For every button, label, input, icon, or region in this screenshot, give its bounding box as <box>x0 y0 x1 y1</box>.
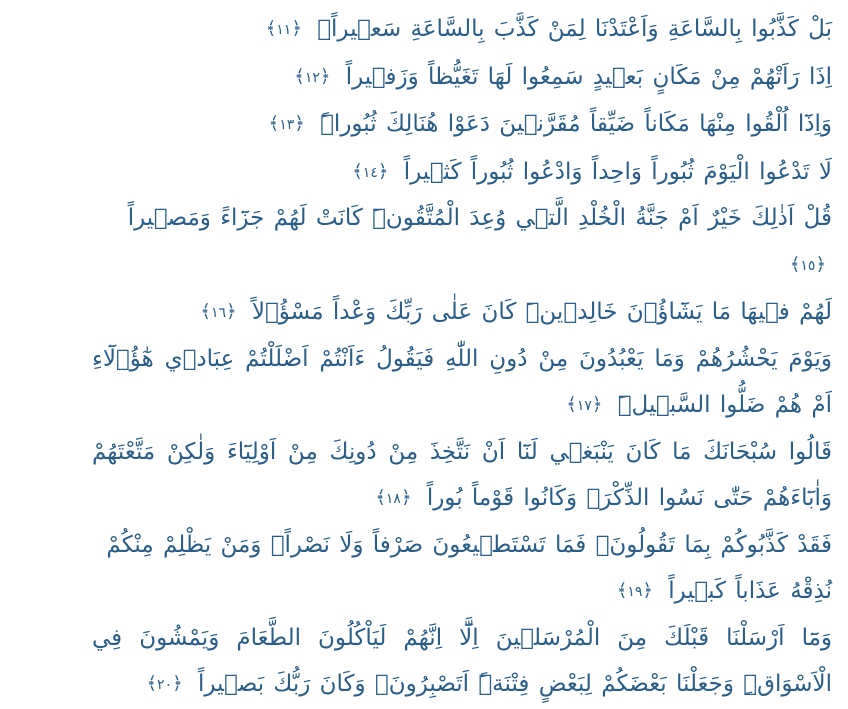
verse-text: لَهُمْ ف۪يهَا مَا يَشَٓاؤُ۫نَ خَالِد۪ينَۜ كَانَ عَلٰى رَبِّكَ وَعْداً مَسْؤُ۫لاً <box>251 299 832 325</box>
verse-number-marker: ﴿١١﴾ <box>265 18 302 39</box>
verse-13 <box>92 101 832 149</box>
verse-14 <box>92 149 832 197</box>
verse-text: قَالُوا سُبْحَانَكَ مَا كَانَ يَنْبَغ۪ي لَنَٓا اَنْ نَتَّخِذَ مِنْ دُونِكَ مِنْ اَوْلِيَٓاءَ وَلٰكِنْ مَتَّعْتَهُمْ وَاٰبَٓاءَهُمْ حَتّٰى نَسُوا الذِّكْرَۚ وَكَانُوا قَوْماً بُوراً <box>92 438 832 511</box>
verse-number-marker: ﴿٢٠﴾ <box>146 673 183 694</box>
verse-16 <box>92 289 832 337</box>
verse-text: لَا تَدْعُوا الْيَوْمَ ثُبُوراً وَاحِداً وَادْعُوا ثُبُوراً كَث۪يراً <box>403 158 832 185</box>
verse-19 <box>92 523 832 616</box>
verse-number-marker: ﴿١٩﴾ <box>616 580 653 601</box>
verse-text: وَيَوْمَ يَحْشُرُهُمْ وَمَا يَعْبُدُونَ مِنْ دُونِ اللّٰهِ فَيَقُولُ ءَاَنْتُمْ اَضْلَلْتُمْ عِبَاد۪ي هٰٓؤُ۬لَٓاءِ اَمْ هُمْ ضَلُّوا السَّب۪يلَۜ <box>92 345 832 418</box>
verse-text-column <box>92 6 832 709</box>
verse-text: وَمَٓا اَرْسَلْنَا قَبْلَكَ مِنَ الْمُرْسَل۪ينَ اِلَّٓا اِنَّهُمْ لَيَاْكُلُونَ الطَّعَامَ وَيَمْشُونَ فِي الْاَسْوَاقِۜ وَجَعَلْنَا بَعْضَكُمْ لِبَعْضٍ فِتْنَةًۜ اَتَصْبِرُونَۚ وَكَانَ رَبُّكَ بَص۪يراً <box>92 624 832 697</box>
verse-text: وَاِذَٓا اُلْقُوا مِنْهَا مَكَاناً ضَيِّقاً مُقَرَّن۪ينَ دَعَوْا هُنَالِكَ ثُبُوراًۜ <box>320 111 832 137</box>
verse-number-marker: ﴿١٥﴾ <box>789 253 826 275</box>
verse-17 <box>92 337 832 430</box>
verse-text: اِذَا رَاَتْهُمْ مِنْ مَكَانٍ بَع۪يدٍ سَمِعُوا لَهَا تَغَيُّظاً وَزَف۪يراً <box>345 63 832 90</box>
verse-number-marker: ﴿١٤﴾ <box>352 160 389 182</box>
verse-number-marker: ﴿١٦﴾ <box>200 301 237 322</box>
verse-number-marker: ﴿١٢﴾ <box>294 65 331 87</box>
verse-number-marker: ﴿١٣﴾ <box>268 113 305 134</box>
verse-15 <box>92 196 832 289</box>
verse-18 <box>92 430 832 523</box>
verse-text: بَلْ كَذَّبُوا بِالسَّاعَةِ وَاَعْتَدْنَا لِمَنْ كَذَّبَ بِالسَّاعَةِ سَع۪يراًۚ <box>317 16 832 42</box>
verse-number-marker: ﴿١٧﴾ <box>566 394 603 415</box>
verse-number-marker: ﴿١٨﴾ <box>375 487 412 508</box>
verse-text: فَقَدْ كَذَّبُوكُمْ بِمَا تَقُولُونَۙ فَمَا تَسْتَط۪يعُونَ صَرْفاً وَلَا نَصْراًۚ وَمَنْ يَظْلِمْ مِنْكُمْ نُذِقْهُ عَذَاباً كَب۪يراً <box>106 531 832 604</box>
verse-20 <box>92 616 832 709</box>
verse-12 <box>92 54 832 102</box>
verse-text: قُلْ اَذٰلِكَ خَيْرٌ اَمْ جَنَّةُ الْخُلْدِ الَّت۪ي وُعِدَ الْمُتَّقُونَۜ كَانَتْ لَهُمْ جَزَٓاءً وَمَص۪يراً <box>127 205 832 231</box>
verse-11 <box>92 6 832 54</box>
